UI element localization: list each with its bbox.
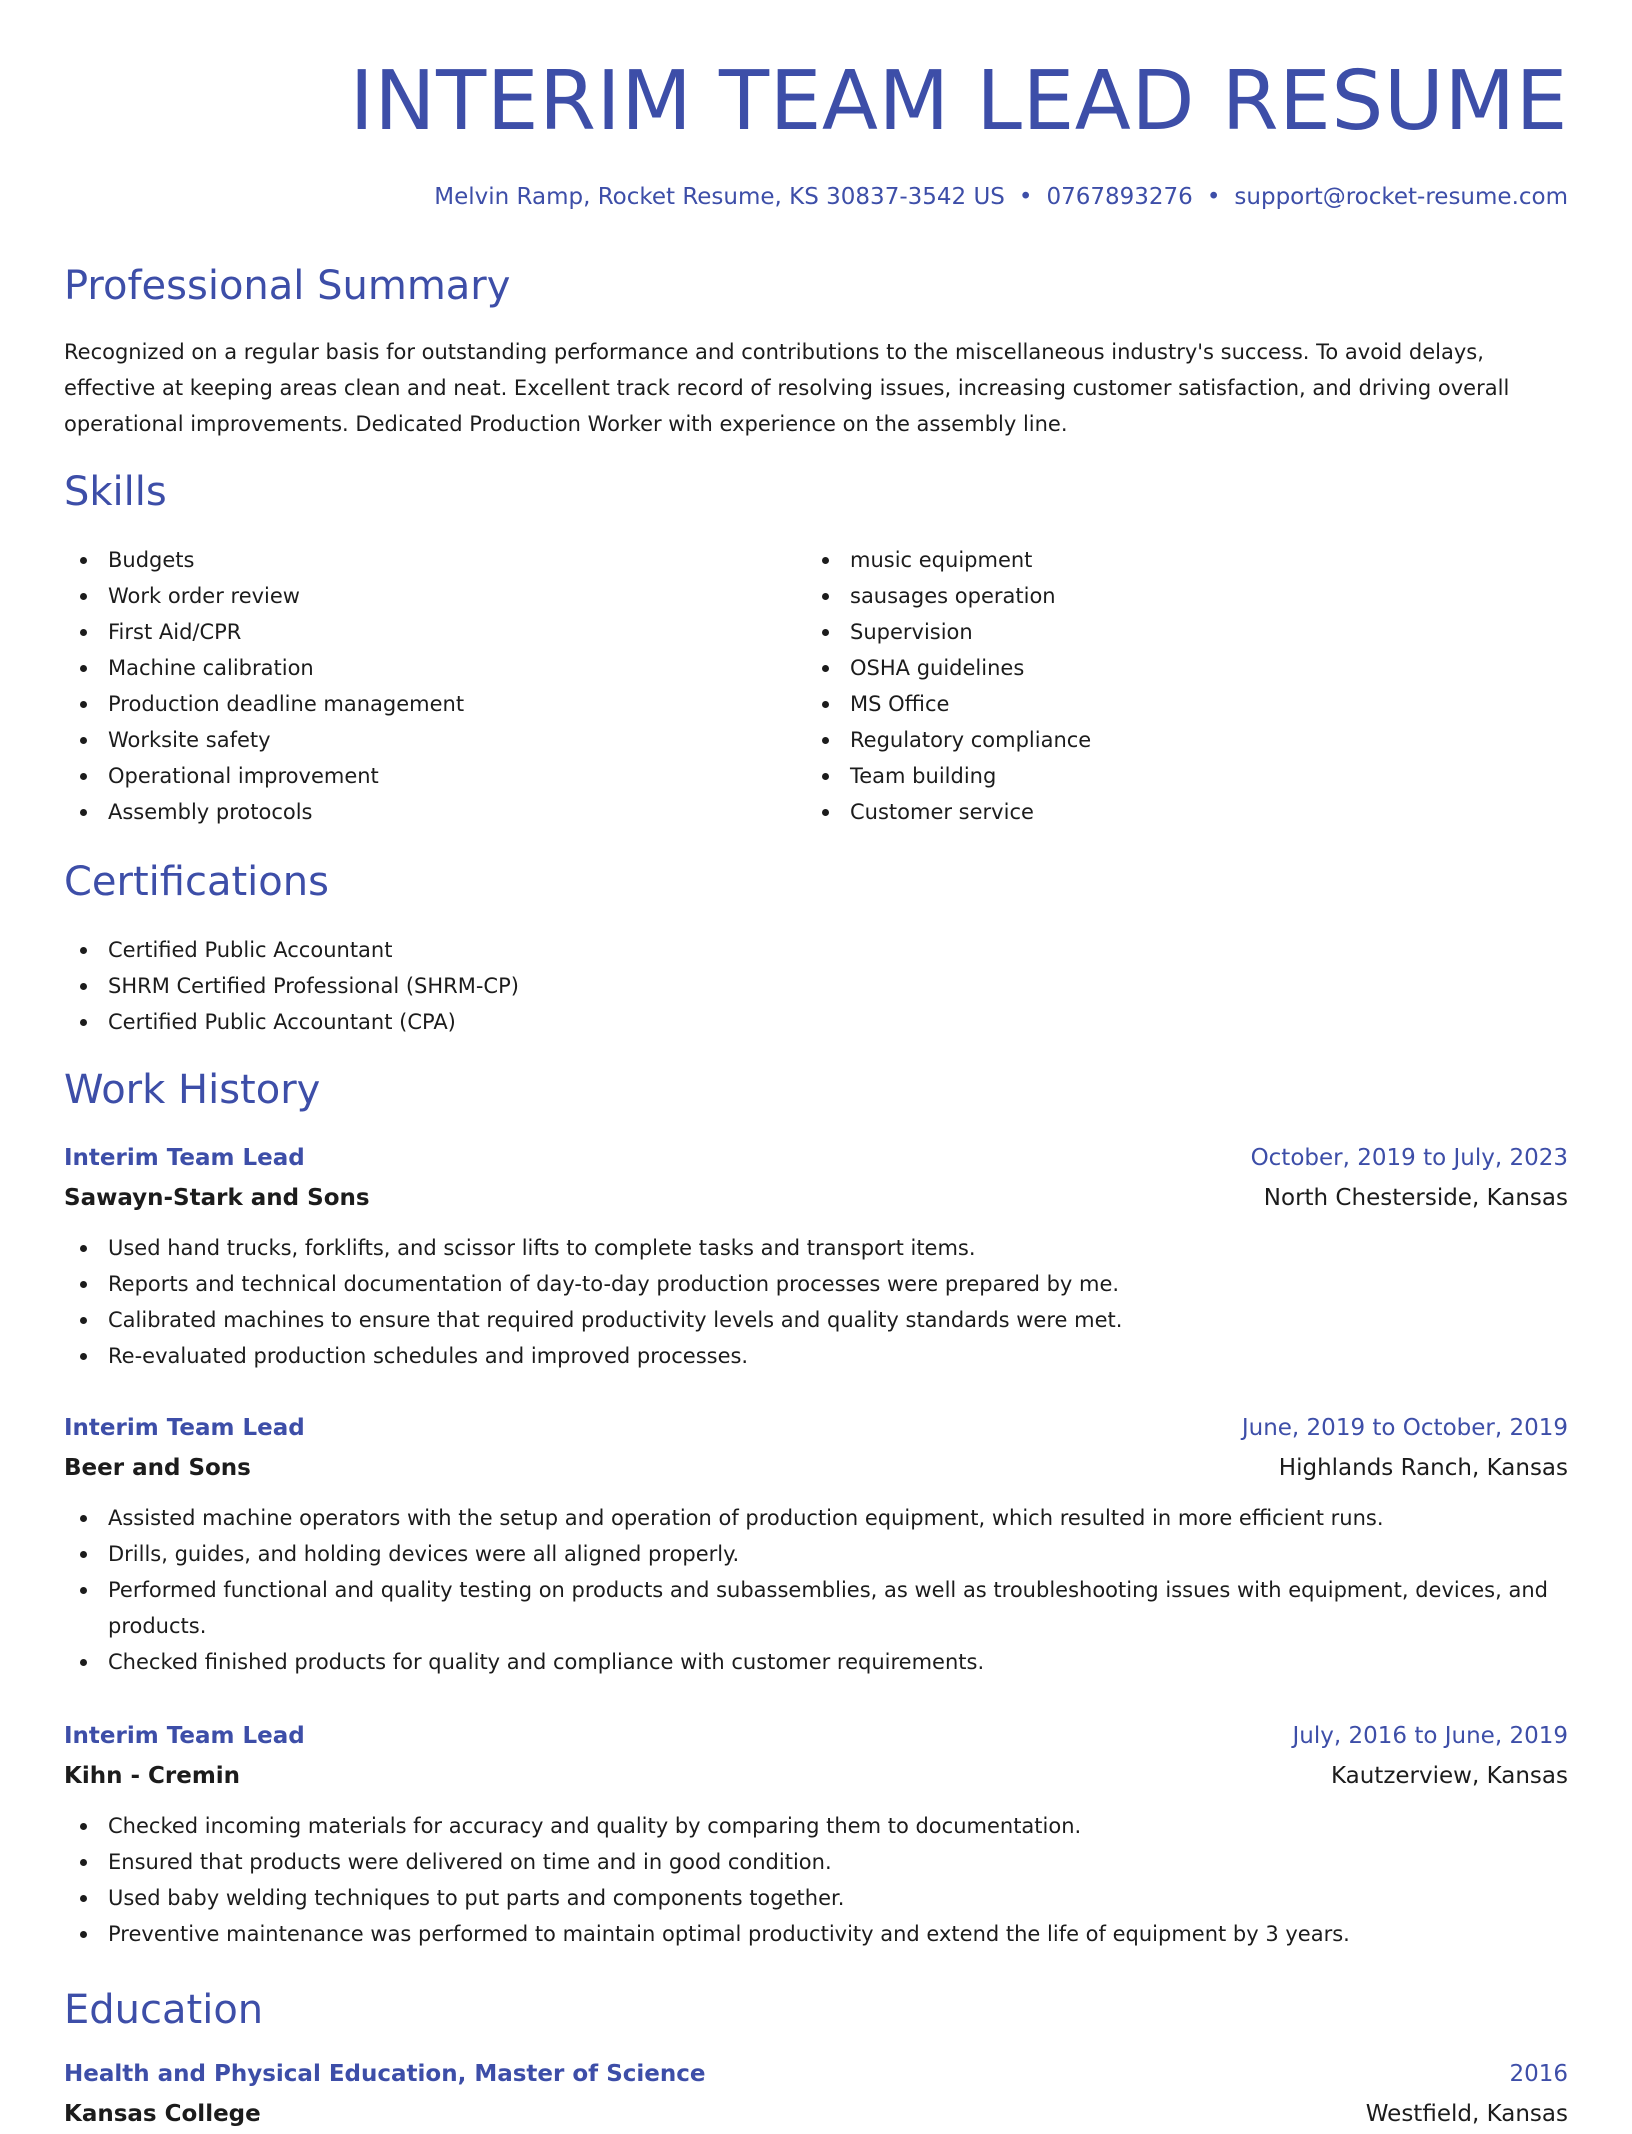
job-bullet: Used hand trucks, forklifts, and scissor lifts to complete tasks and transport items. [64, 1230, 1568, 1266]
work-history-heading: Work History [64, 1067, 321, 1113]
skill-item: OSHA guidelines [806, 650, 1526, 686]
contact-separator: • [1018, 184, 1033, 210]
job-location: Kautzerview, Kansas [1330, 1763, 1568, 1789]
job-title: Interim Team Lead [64, 1723, 305, 1749]
contact-address: Melvin Ramp, Rocket Resume, KS 30837-3542 US [434, 184, 1005, 210]
job-bullets [64, 1500, 1568, 1680]
degree-title: Health and Physical Education, Master of Science [64, 2061, 706, 2087]
job-bullets [64, 1230, 1568, 1374]
contact-email: support@rocket-resume.com [1234, 184, 1568, 210]
graduation-year: 2016 [1509, 2061, 1568, 2087]
skill-item: Machine calibration [64, 650, 784, 686]
contact-phone: 0767893276 [1046, 184, 1193, 210]
job-entry [64, 1716, 1568, 1952]
job-dates: October, 2019 to July, 2023 [1250, 1145, 1568, 1171]
contact-line [434, 180, 1568, 214]
skill-item: First Aid/CPR [64, 614, 784, 650]
skill-item: MS Office [806, 686, 1526, 722]
job-bullets [64, 1808, 1568, 1952]
skill-item: Operational improvement [64, 758, 784, 794]
job-location: Highlands Ranch, Kansas [1278, 1455, 1568, 1481]
skill-item: sausages operation [806, 578, 1526, 614]
job-bullet: Used baby welding techniques to put parts and components together. [64, 1880, 1568, 1916]
job-title: Interim Team Lead [64, 1145, 305, 1171]
job-bullet: Re-evaluated production schedules and improved processes. [64, 1338, 1568, 1374]
skill-item: Assembly protocols [64, 794, 784, 830]
skill-item: Production deadline management [64, 686, 784, 722]
skill-item: Work order review [64, 578, 784, 614]
job-entry [64, 1408, 1568, 1680]
skill-item: Supervision [806, 614, 1526, 650]
skills-list-left [64, 542, 784, 830]
skill-item: Regulatory compliance [806, 722, 1526, 758]
certification-item: SHRM Certified Professional (SHRM-CP) [64, 968, 1568, 1004]
skills-heading: Skills [64, 469, 167, 515]
job-location: North Chesterside, Kansas [1263, 1185, 1568, 1211]
certifications-heading: Certifications [64, 859, 329, 905]
school-name: Kansas College [64, 2101, 261, 2127]
skills-list-right [806, 542, 1526, 830]
education-heading: Education [64, 1987, 264, 2033]
job-bullet: Reports and technical documentation of day-to-day production processes were prepared by me. [64, 1266, 1568, 1302]
school-location: Westfield, Kansas [1365, 2101, 1568, 2127]
company-name: Sawayn-Stark and Sons [64, 1185, 370, 1211]
job-dates: June, 2019 to October, 2019 [1241, 1415, 1568, 1441]
education-entry [64, 2054, 1568, 2134]
job-entry [64, 1138, 1568, 1374]
job-bullet: Performed functional and quality testing on products and subassemblies, as well as troubleshooting issues with equipment, devices, and products. [64, 1572, 1568, 1644]
job-title: Interim Team Lead [64, 1415, 305, 1441]
summary-text: Recognized on a regular basis for outstanding performance and contributions to the miscellaneous industry's success. To avoid delays, effective at keeping areas clean and neat. Excellent track record of resolving issues, increasing customer satisfaction, and driving overall operational improvements. Dedicated Production Worker with experience on the assembly line. [64, 340, 1510, 436]
company-name: Beer and Sons [64, 1455, 251, 1481]
summary-heading: Professional Summary [64, 263, 511, 309]
job-dates: July, 2016 to June, 2019 [1292, 1723, 1568, 1749]
company-name: Kihn - Cremin [64, 1763, 241, 1789]
contact-separator: • [1206, 184, 1221, 210]
job-bullet: Ensured that products were delivered on time and in good condition. [64, 1844, 1568, 1880]
job-bullet: Preventive maintenance was performed to maintain optimal productivity and extend the life of equipment by 3 years. [64, 1916, 1568, 1952]
skill-item: Customer service [806, 794, 1526, 830]
skill-item: Team building [806, 758, 1526, 794]
job-bullet: Calibrated machines to ensure that required productivity levels and quality standards were met. [64, 1302, 1568, 1338]
skill-item: Worksite safety [64, 722, 784, 758]
certifications-list [64, 932, 1568, 1040]
job-bullet: Drills, guides, and holding devices were all aligned properly. [64, 1536, 1568, 1572]
certification-item: Certified Public Accountant (CPA) [64, 1004, 1568, 1040]
skill-item: Budgets [64, 542, 784, 578]
resume-title: INTERIM TEAM LEAD RESUME [349, 54, 1568, 149]
job-bullet: Checked incoming materials for accuracy and quality by comparing them to documentation. [64, 1808, 1568, 1844]
certification-item: Certified Public Accountant [64, 932, 1568, 968]
skill-item: music equipment [806, 542, 1526, 578]
job-bullet: Assisted machine operators with the setup and operation of production equipment, which resulted in more efficient runs. [64, 1500, 1568, 1536]
job-bullet: Checked finished products for quality and compliance with customer requirements. [64, 1644, 1568, 1680]
